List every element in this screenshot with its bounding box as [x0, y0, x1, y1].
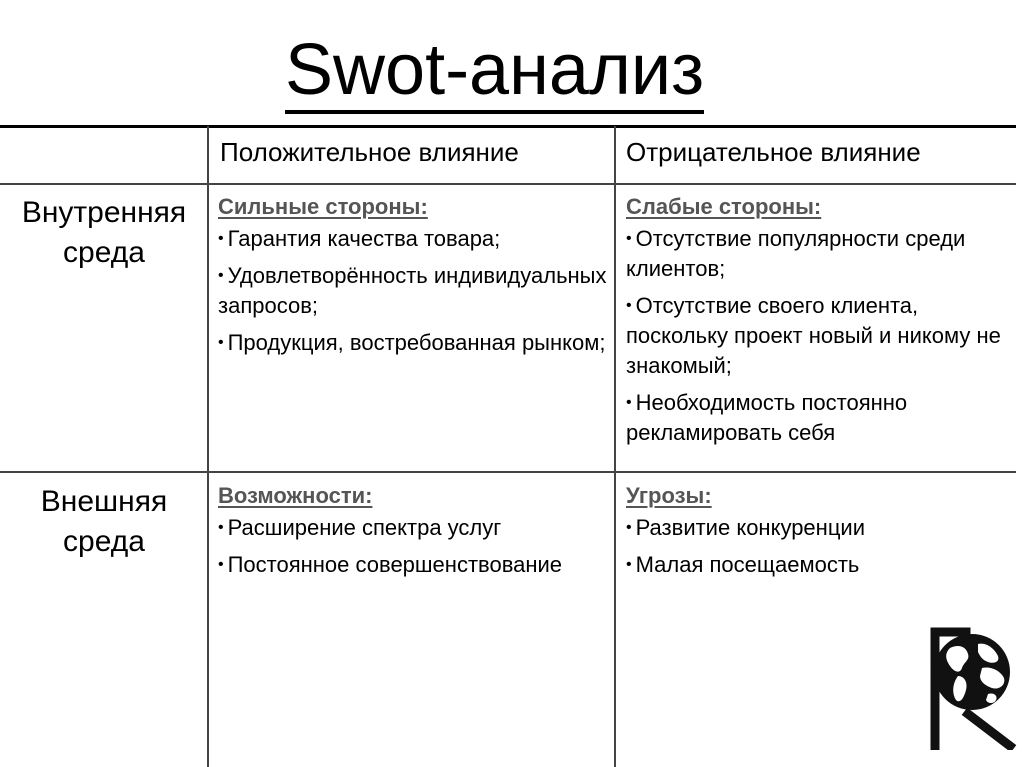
bullet-icon: • — [626, 230, 632, 247]
title-rule — [0, 125, 1016, 128]
bullet-icon: • — [626, 394, 632, 411]
grid-line-row2 — [0, 471, 1016, 473]
bullet-icon: • — [626, 519, 632, 536]
grid-line-row1 — [0, 183, 1016, 185]
strengths-cell — [218, 192, 610, 365]
weaknesses-title: Слабые стороны: — [626, 194, 822, 219]
opportunities-title: Возможности: — [218, 483, 373, 508]
column-header-negative: Отрицательное влияние — [626, 137, 921, 167]
grid-line-col1 — [207, 126, 209, 767]
bullet-icon: • — [626, 556, 632, 573]
bullet-icon: • — [218, 230, 224, 247]
list-item: • Продукция, востребованная рынком; — [218, 330, 606, 355]
threats-list — [626, 513, 1016, 580]
globe-r-logo-icon — [928, 626, 1020, 750]
opportunities-list — [218, 513, 610, 580]
row-header-external: Внешняя среда — [40, 485, 168, 558]
bullet-icon: • — [626, 297, 632, 314]
row-header-internal: Внутренняя среда — [21, 196, 187, 269]
list-item: • Необходимость постоянно рекламировать себя — [626, 390, 908, 445]
weaknesses-cell — [626, 192, 1016, 455]
grid-line-col2 — [614, 126, 616, 767]
strengths-title: Сильные стороны: — [218, 194, 428, 219]
list-item: • Расширение спектра услуг — [218, 515, 502, 540]
threats-cell — [626, 481, 1016, 587]
bullet-icon: • — [218, 267, 224, 284]
column-header-positive: Положительное влияние — [220, 137, 519, 167]
opportunities-cell — [218, 481, 610, 587]
bullet-icon: • — [218, 334, 224, 351]
list-item: • Развитие конкуренции — [626, 515, 865, 540]
bullet-icon: • — [218, 519, 224, 536]
list-item: • Отсутствие своего клиента, поскольку проект новый и никому не знакомый; — [626, 293, 1001, 378]
page-title: Swot-анализ — [285, 30, 704, 114]
list-item: • Постоянное совершенствование — [218, 552, 563, 577]
list-item: • Гарантия качества товара; — [218, 226, 501, 251]
list-item: • Малая посещаемость — [626, 552, 860, 577]
strengths-list — [218, 224, 610, 358]
list-item: • Удовлетворённость индивидуальных запросов; — [218, 263, 607, 318]
threats-title: Угрозы: — [626, 483, 712, 508]
bullet-icon: • — [218, 556, 224, 573]
weaknesses-list — [626, 224, 1016, 448]
list-item: • Отсутствие популярности среди клиентов; — [626, 226, 966, 281]
